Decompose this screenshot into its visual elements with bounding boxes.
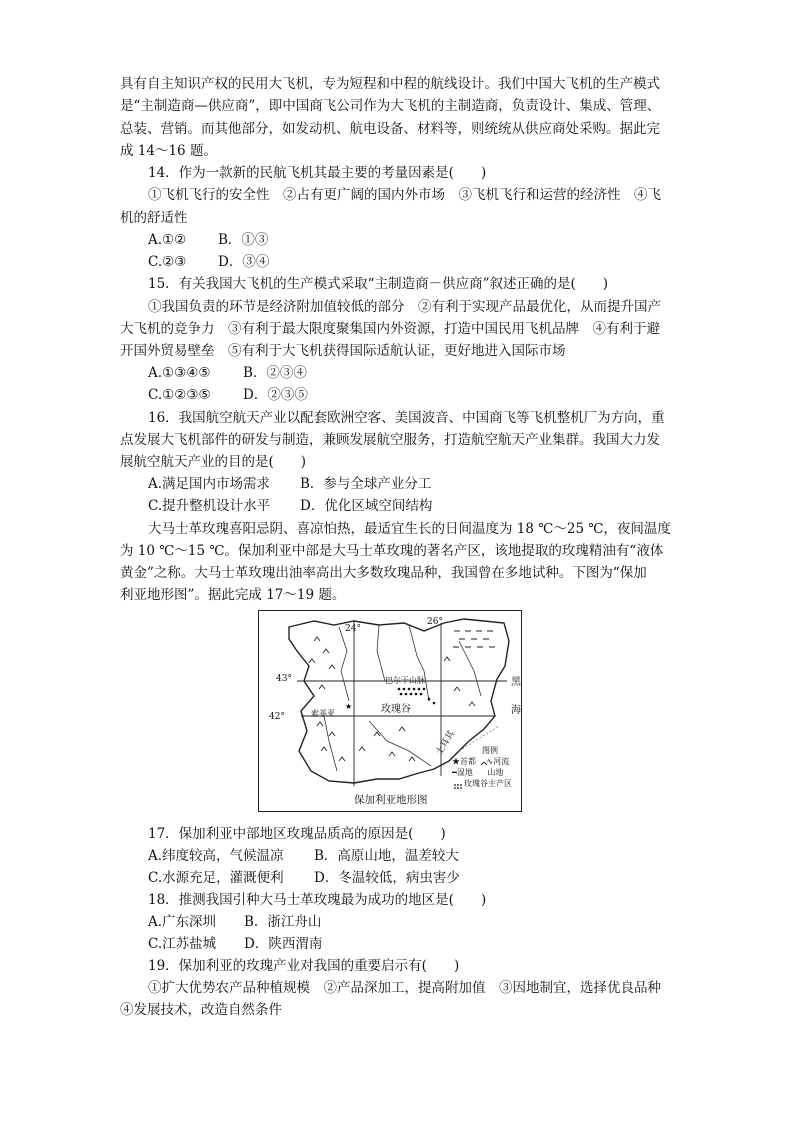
q15-option-row-1 [148,363,307,383]
q14-option-row-2 [148,252,269,272]
label-rose-valley: 玫瑰谷 [381,704,411,715]
legend-row-2 [452,767,512,778]
lat-label-42: 42° [269,712,285,722]
q17-option-row-2 [148,868,460,888]
wetland-legend-icon: ━ [452,768,457,777]
q15-option-d[interactable]: D．②③⑤ [243,387,308,403]
q14-option-c[interactable]: C.②③ [148,254,187,270]
label-black-sea-2: 海 [511,705,521,716]
q16-line-1: 16．我国航空航天产业以配套欧洲空客、美国波音、中国商飞等飞机整机厂为方向，重 [148,410,665,426]
legend-river: 河流 [493,757,510,766]
q18-stem: 18．推测我国引种大马士革玫瑰最为成功的地区是( ) [148,892,487,908]
q15-option-b[interactable]: B．②③④ [243,365,307,381]
q19-items-line-2: ④发展技术，改造自然条件 [120,1002,282,1018]
q16-option-row-2 [148,496,432,516]
q17-option-d[interactable]: D．冬温较低，病虫害少 [314,870,460,886]
passage2-line-4: 利亚地形图”。据此完成 17～19 题。 [120,587,346,603]
q18-option-c[interactable]: C.江苏盐城 [148,936,217,952]
q18-option-row-1 [148,912,321,932]
passage1-line-2: 是“主制造商—供应商”，即中国商飞公司作为大飞机的主制造商，负责设计、集成、管理、 [120,98,661,114]
q15-items-line-3: 开国外贸易壁垒 ⑤有利于大飞机获得国际适航认证，更好地进入国际市场 [120,343,566,359]
legend-capital: ★首都 [452,757,476,766]
q14-option-d[interactable]: D．③④ [218,254,270,270]
q14-items-line-2: 机的舒适性 [120,210,188,226]
lat-label-43: 43° [276,674,292,684]
q16-line-2: 点发展大飞机部件的研发与制造，兼顾发展航空服务，打造航空航天产业集群。我国大力发 [120,432,660,448]
lon-label-24: 24° [345,624,361,634]
label-balkan-mountains: 巴尔干山脉 [385,676,425,685]
q14-option-b[interactable]: B．①③ [218,232,269,248]
q17-option-a[interactable]: A.纬度较高，气候温凉 [148,848,284,864]
bulgaria-map-figure [258,610,522,812]
q18-option-d[interactable]: D．陕西渭南 [244,936,323,952]
q18-option-b[interactable]: B．浙江舟山 [244,914,322,930]
q16-option-a[interactable]: A.满足国内市场需求 [148,476,271,492]
q15-items-line-2: 大飞机的竞争力 ③有利于最大限度聚集国内外资源，打造中国民用飞机品牌 ④有利于避 [120,321,660,337]
q14-items-line-1: ①飞机飞行的安全性 ②占有更广阔的国内外市场 ③飞机飞行和运营的经济性 ④飞 [148,187,661,203]
q14-option-row-1 [148,230,268,250]
passage1-line-4: 成 14～16 题。 [120,143,217,159]
lon-label-26: 26° [427,617,443,627]
map-caption: 保加利亚地形图 [354,794,428,806]
q15-items-line-1: ①我国负责的环节是经济附加值较低的部分 ②有利于实现产品最优化，从而提升国产 [148,299,661,315]
passage1-line-3: 总装、营销。而其他部分，如发动机、航电设备、材料等，则统统从供应商处采购。据此完 [120,121,660,137]
river-legend-icon: ∿ [486,757,494,766]
q15-option-c[interactable]: C.①②③⑤ [148,387,211,403]
legend-title: 图例 [482,746,498,755]
legend-rose-valley: 玫瑰谷主产区 [464,779,512,788]
q17-option-b[interactable]: B．高原山地，温差较大 [314,848,459,864]
q14-stem: 14．作为一款新的民航飞机其最主要的考量因素是( ) [148,165,487,181]
q15-option-a[interactable]: A.①③④⑤ [148,365,211,381]
q19-stem: 19．保加利亚的玫瑰产业对我国的重要启示有( ) [148,958,460,974]
q16-option-c[interactable]: C.提升整机设计水平 [148,498,271,514]
q17-stem: 17．保加利亚中部地区玫瑰品质高的原因是( ) [148,826,446,842]
svg-text:★: ★ [345,702,353,711]
map-legend [452,745,512,789]
legend-wetland: 湿地 [456,768,473,777]
legend-row-1 [452,756,512,767]
label-black-sea-1: 黑 [511,677,521,688]
passage2-line-2: 为 10 ℃～15 ℃。保加利亚中部是大马士革玫瑰的著名产区，该地提取的玫瑰精油有“液体 [120,543,664,559]
q19-items-line-1: ①扩大优势农产品种植规模 ②产品深加工，提高附加值 ③因地制宜，选择优良品种 [148,980,661,996]
q16-option-row-1 [148,474,431,494]
label-sofia: 索菲亚 [311,709,335,718]
q16-line-3: 展航空航天产业的目的是( ) [120,454,307,470]
q17-option-row-1 [148,846,459,866]
q15-stem: 15．有关我国大飞机的生产模式采取“主制造商－供应商”叙述正确的是( ) [148,276,609,292]
q16-option-d[interactable]: D．优化区域空间结构 [300,498,433,514]
q16-option-b[interactable]: B．参与全球产业分工 [300,476,432,492]
label-turkey: 土耳其 [434,729,458,758]
q18-option-a[interactable]: A.广东深圳 [148,914,217,930]
passage1-line-1: 具有自主知识产权的民用大飞机，专为短程和中程的航线设计。我们中国大飞机的生产模式 [120,76,660,92]
q17-option-c[interactable]: C.水源充足，灌溉便利 [148,870,284,886]
q15-option-row-2 [148,385,308,405]
q18-option-row-2 [148,934,322,954]
passage2-line-3: 黄金”之称。大马士革玫瑰出油率高出大多数玫瑰品种，我国曾在多地试种。下图为“保加 [120,565,647,581]
q14-option-a[interactable]: A.①② [148,232,187,248]
passage2-line-1: 大马士革玫瑰喜阳忌阴、喜凉怕热，最适宜生长的日间温度为 18 ℃～25 ℃，夜间温度 [148,521,671,537]
legend-mountain: 山地 [487,768,504,777]
